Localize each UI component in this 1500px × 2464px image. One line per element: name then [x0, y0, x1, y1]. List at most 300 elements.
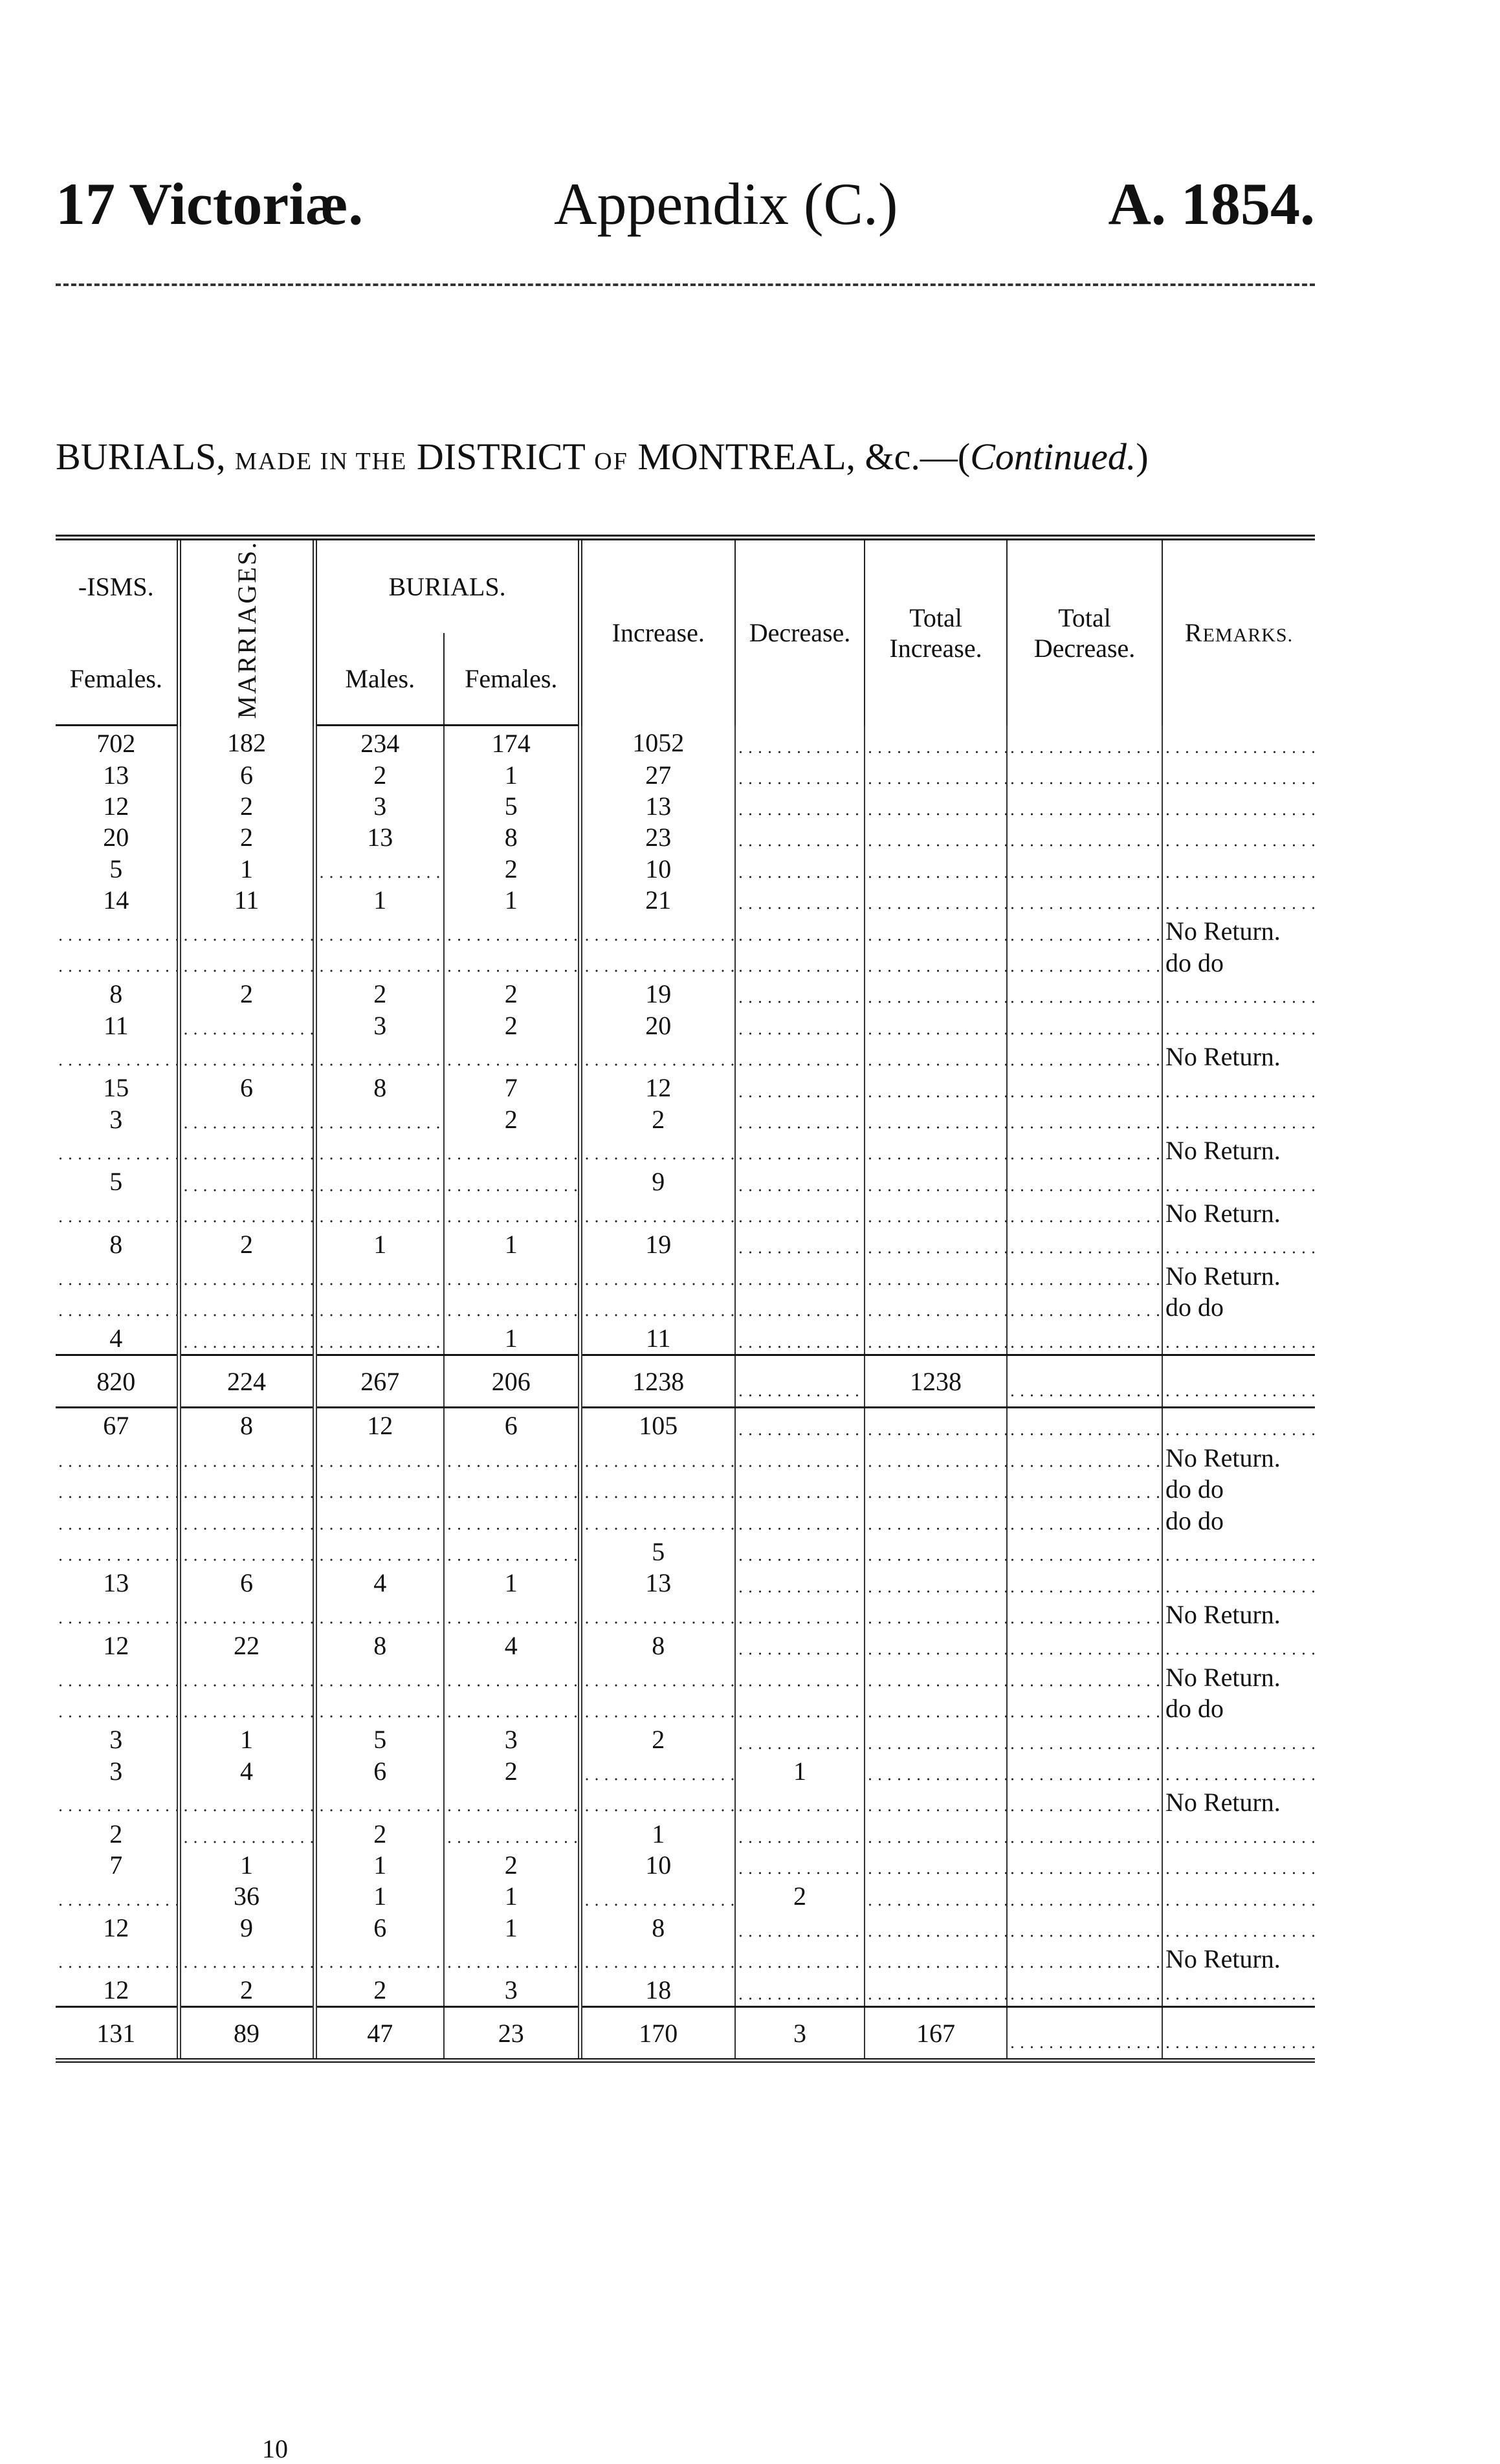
page-number: 10 — [262, 2434, 288, 2463]
table-cell: 2 — [444, 1010, 580, 1041]
table-cell: 1 — [314, 884, 444, 915]
table-cell — [1162, 1630, 1315, 1661]
table-cell: 3 — [735, 2007, 865, 2061]
table-cell — [580, 1755, 735, 1786]
table-cell: 22 — [179, 1630, 314, 1661]
table-cell — [179, 1260, 314, 1291]
table-cell: 9 — [179, 1912, 314, 1943]
header-decrease: Decrease. — [735, 538, 865, 726]
table-cell — [1007, 821, 1162, 852]
table-cell: 23 — [580, 821, 735, 852]
table-cell — [580, 1505, 735, 1536]
table-cell — [1162, 884, 1315, 915]
table-cell: 1 — [179, 1849, 314, 1880]
table-cell — [580, 1442, 735, 1473]
table-cell — [1162, 760, 1315, 790]
table-cell — [1007, 1010, 1162, 1041]
section-1 — [56, 726, 1315, 1408]
table-cell — [865, 947, 1007, 978]
table-cell — [1162, 978, 1315, 1009]
table-cell: 702 — [96, 728, 136, 758]
table-cell — [865, 1010, 1007, 1041]
table-cell — [314, 947, 444, 978]
header-burial-females: Females. — [444, 633, 580, 726]
table-cell: 174 — [444, 726, 580, 760]
table-cell — [444, 1536, 580, 1567]
table-cell — [1162, 2007, 1315, 2061]
table-cell — [735, 1442, 865, 1473]
table-cell — [735, 1818, 865, 1849]
table-cell — [1007, 884, 1162, 915]
table-cell — [56, 1442, 179, 1473]
table-cell: 13 — [103, 1568, 129, 1598]
table-row — [56, 1505, 1315, 1536]
header-increase: Increase. — [580, 538, 735, 726]
table-cell — [865, 1881, 1007, 1912]
total-decrease-line2: Decrease. — [1033, 633, 1136, 663]
total-increase-line1: Total — [909, 603, 962, 632]
table-cell — [179, 1010, 314, 1041]
table-cell — [314, 1474, 444, 1505]
table-cell: 2 — [444, 1104, 580, 1135]
table-cell — [179, 1135, 314, 1166]
marriages-label: MARRIAGES. — [232, 540, 261, 719]
table-cell — [865, 1104, 1007, 1135]
table-cell: No Return. — [1162, 1599, 1315, 1630]
table-cell — [735, 1724, 865, 1755]
table-row — [56, 1724, 1315, 1755]
table-cell — [865, 1041, 1007, 1072]
table-cell — [314, 1599, 444, 1630]
table-cell — [56, 1661, 179, 1693]
table-cell — [1007, 726, 1162, 760]
table-cell — [1007, 1912, 1162, 1943]
table-row — [56, 1536, 1315, 1567]
table-cell — [1007, 1568, 1162, 1599]
table-cell — [580, 947, 735, 978]
running-head — [56, 170, 1315, 241]
table-cell — [580, 1474, 735, 1505]
table-cell: 5 — [314, 1724, 444, 1755]
table-cell — [314, 1442, 444, 1473]
table-cell: 267 — [314, 1355, 444, 1408]
title-small-1: MADE IN THE — [235, 448, 408, 475]
table-cell: 224 — [179, 1355, 314, 1408]
table-row — [56, 1786, 1315, 1817]
table-cell: 2 — [314, 1818, 444, 1849]
header-females: Females. — [56, 633, 179, 726]
table-cell — [865, 1849, 1007, 1880]
table-cell: 182 — [179, 726, 314, 760]
table-row — [56, 1975, 1315, 2007]
table-cell — [179, 1599, 314, 1630]
table-cell — [865, 726, 1007, 760]
table-cell — [314, 1291, 444, 1322]
table-cell: No Return. — [1162, 1786, 1315, 1817]
table-cell: 6 — [444, 1408, 580, 1443]
table-cell — [865, 821, 1007, 852]
table-cell: 4 — [179, 1755, 314, 1786]
table-cell — [56, 1693, 179, 1724]
title-lead: BURIALS, — [56, 436, 236, 478]
table-cell: 2 — [179, 821, 314, 852]
table-cell: No Return. — [1162, 1661, 1315, 1693]
table-cell — [1007, 1849, 1162, 1880]
table-cell — [735, 1943, 865, 1974]
title-continued: Continued. — [970, 436, 1136, 478]
table-cell: 2 — [580, 1104, 735, 1135]
table-cell: 4 — [314, 1568, 444, 1599]
table-cell — [735, 1072, 865, 1104]
table-cell — [580, 1661, 735, 1693]
table-cell — [1162, 1755, 1315, 1786]
table-cell: 12 — [103, 1913, 129, 1942]
table-cell: 2 — [179, 790, 314, 821]
table-cell — [444, 1786, 580, 1817]
table-cell: 3 — [444, 1724, 580, 1755]
table-cell: 3 — [314, 1010, 444, 1041]
table-cell — [444, 1474, 580, 1505]
table-row — [56, 1197, 1315, 1228]
table-cell — [444, 1135, 580, 1166]
table-cell — [735, 1291, 865, 1322]
table-cell — [735, 853, 865, 884]
table-cell: 1 — [580, 1818, 735, 1849]
table-cell — [179, 1536, 314, 1567]
table-cell — [865, 853, 1007, 884]
table-cell — [314, 1041, 444, 1072]
table-cell — [444, 916, 580, 947]
table-cell — [580, 1881, 735, 1912]
table-cell — [735, 1229, 865, 1260]
table-cell — [56, 1041, 179, 1072]
table-cell: 8 — [314, 1072, 444, 1104]
table-cell — [179, 1041, 314, 1072]
table-row — [56, 1943, 1315, 1974]
table-cell: 1 — [444, 1912, 580, 1943]
table-row — [56, 1818, 1315, 1849]
table-cell: 2 — [444, 978, 580, 1009]
table-cell — [735, 1197, 865, 1228]
table-cell — [1007, 1166, 1162, 1197]
table-cell: No Return. — [1162, 916, 1315, 947]
table-cell: 2 — [179, 1229, 314, 1260]
table-cell — [1007, 1442, 1162, 1473]
burials-table — [56, 535, 1315, 2063]
table-cell — [865, 1408, 1007, 1443]
table-cell: 1052 — [580, 726, 735, 760]
table-cell — [314, 1536, 444, 1567]
table-cell — [1007, 1818, 1162, 1849]
table-cell — [735, 790, 865, 821]
table-cell — [865, 1536, 1007, 1567]
table-cell — [179, 1661, 314, 1693]
table-cell — [314, 853, 444, 884]
table-cell — [56, 1881, 179, 1912]
table-cell — [1007, 853, 1162, 884]
table-cell — [179, 1943, 314, 1974]
table-cell: 2 — [735, 1881, 865, 1912]
table-row — [56, 1072, 1315, 1104]
table-cell: 2 — [179, 978, 314, 1009]
table-cell: 2 — [580, 1724, 735, 1755]
remarks-initial: R — [1184, 618, 1203, 648]
table-cell — [735, 821, 865, 852]
table-cell: 19 — [580, 978, 735, 1009]
table-row — [56, 1693, 1315, 1724]
table-cell: 2 — [444, 1755, 580, 1786]
table-cell: 7 — [109, 1850, 123, 1880]
table-cell — [56, 1943, 179, 1974]
table-cell: No Return. — [1162, 1260, 1315, 1291]
table-cell — [865, 1755, 1007, 1786]
table-cell — [56, 1599, 179, 1630]
table-row — [56, 1041, 1315, 1072]
table-row — [56, 884, 1315, 915]
table-cell — [735, 1474, 865, 1505]
table-cell — [735, 1630, 865, 1661]
table-cell: 11 — [103, 1010, 129, 1040]
table-cell: 1 — [179, 853, 314, 884]
table-cell — [444, 1661, 580, 1693]
table-cell — [1007, 760, 1162, 790]
table-cell: 1 — [444, 1881, 580, 1912]
table-cell: 15 — [103, 1073, 129, 1103]
table-cell — [1162, 1323, 1315, 1355]
table-cell — [444, 1693, 580, 1724]
table-cell — [56, 947, 179, 978]
table-cell — [865, 884, 1007, 915]
table-cell: 6 — [314, 1912, 444, 1943]
header-isms: -ISMS. — [78, 572, 154, 601]
table-row — [56, 790, 1315, 821]
table-cell — [580, 1197, 735, 1228]
table-cell — [1162, 1355, 1315, 1408]
table-cell — [314, 1661, 444, 1693]
table-cell — [580, 1693, 735, 1724]
table-cell: 1 — [444, 884, 580, 915]
table-cell: 14 — [103, 885, 129, 915]
table-cell — [735, 1260, 865, 1291]
table-cell — [314, 1166, 444, 1197]
table-cell: 13 — [314, 821, 444, 852]
table-row — [56, 947, 1315, 978]
table-cell: do do — [1162, 1474, 1315, 1505]
table-cell — [444, 1442, 580, 1473]
table-cell: 5 — [580, 1536, 735, 1567]
table-row — [56, 1166, 1315, 1197]
table-cell: 67 — [103, 1410, 129, 1440]
table-cell — [1007, 1323, 1162, 1355]
table-cell: 6 — [179, 1568, 314, 1599]
table-cell — [1007, 790, 1162, 821]
table-cell — [1162, 1724, 1315, 1755]
table-cell — [1162, 1010, 1315, 1041]
table-cell — [735, 978, 865, 1009]
table-cell: 27 — [580, 760, 735, 790]
table-cell — [865, 790, 1007, 821]
table-cell — [1007, 1786, 1162, 1817]
table-cell: 170 — [580, 2007, 735, 2061]
table-cell: 1 — [444, 1568, 580, 1599]
table-cell — [1007, 916, 1162, 947]
table-cell — [735, 1849, 865, 1880]
table-cell — [1162, 1536, 1315, 1567]
table-row — [56, 760, 1315, 790]
table-cell — [179, 1474, 314, 1505]
table-cell: 3 — [109, 1104, 123, 1134]
table-cell — [580, 1041, 735, 1072]
table-cell — [444, 1291, 580, 1322]
table-row — [56, 726, 1315, 760]
table-cell: 13 — [580, 790, 735, 821]
table-cell: 1238 — [580, 1355, 735, 1408]
table-cell: 8 — [179, 1408, 314, 1443]
table-cell — [1007, 978, 1162, 1009]
table-cell — [1162, 1881, 1315, 1912]
table-cell — [865, 1724, 1007, 1755]
table-row — [56, 1568, 1315, 1599]
table-cell — [179, 1693, 314, 1724]
table-cell — [865, 1229, 1007, 1260]
table-cell: 1 — [444, 1323, 580, 1355]
table-cell: 2 — [314, 760, 444, 790]
table-cell — [179, 947, 314, 978]
table-cell — [1007, 1661, 1162, 1693]
table-cell: 167 — [865, 2007, 1007, 2061]
table-cell: No Return. — [1162, 1442, 1315, 1473]
table-cell: 8 — [314, 1630, 444, 1661]
title-close: ) — [1136, 436, 1149, 478]
table-cell: 12 — [103, 791, 129, 821]
header-total-increase — [865, 538, 1007, 726]
section-2 — [56, 1408, 1315, 2061]
table-row — [56, 1881, 1315, 1912]
header-burials: BURIALS. — [314, 538, 580, 633]
table-cell: 10 — [580, 853, 735, 884]
table-cell — [314, 1260, 444, 1291]
table-cell: 2 — [179, 1975, 314, 2007]
table-cell: 13 — [580, 1568, 735, 1599]
header-marriages — [179, 538, 314, 726]
table-cell — [865, 1912, 1007, 1943]
table-cell — [1007, 1505, 1162, 1536]
table-cell: No Return. — [1162, 1197, 1315, 1228]
table-cell — [865, 916, 1007, 947]
table-cell: 20 — [103, 823, 129, 852]
table-cell: 2 — [314, 978, 444, 1009]
table-cell — [1007, 1599, 1162, 1630]
table-cell — [179, 1818, 314, 1849]
table-cell: 13 — [103, 760, 129, 790]
table-cell: 6 — [314, 1755, 444, 1786]
table-cell — [179, 916, 314, 947]
table-cell: 20 — [580, 1010, 735, 1041]
table-cell — [314, 1943, 444, 1974]
table-cell — [179, 1197, 314, 1228]
table-cell — [865, 1291, 1007, 1322]
table-cell — [444, 1505, 580, 1536]
table-cell — [444, 1943, 580, 1974]
table-cell: 12 — [580, 1072, 735, 1104]
table-row — [56, 1661, 1315, 1693]
table-cell — [735, 1912, 865, 1943]
table-cell — [865, 1260, 1007, 1291]
session-label: 17 Victoriæ. — [56, 171, 364, 237]
table-cell: 5 — [444, 790, 580, 821]
table-cell — [865, 1505, 1007, 1536]
table-row — [56, 1010, 1315, 1041]
table-cell: 12 — [103, 1975, 129, 2005]
table-cell: 8 — [109, 979, 123, 1009]
table-row — [56, 1260, 1315, 1291]
table-cell — [314, 1135, 444, 1166]
table-row — [56, 1291, 1315, 1322]
table-row — [56, 1599, 1315, 1630]
table-cell — [865, 1568, 1007, 1599]
table-cell — [865, 1943, 1007, 1974]
table-cell — [1007, 1943, 1162, 1974]
table-cell — [1162, 790, 1315, 821]
table-cell — [1007, 1724, 1162, 1755]
table-cell — [1162, 1408, 1315, 1443]
table-cell — [1007, 1355, 1162, 1408]
table-cell: 1 — [314, 1881, 444, 1912]
table-cell — [735, 884, 865, 915]
table-cell: 21 — [580, 884, 735, 915]
table-cell: 3 — [314, 790, 444, 821]
table-cell: 1 — [314, 1849, 444, 1880]
table-cell — [735, 1536, 865, 1567]
table-cell: 3 — [109, 1725, 123, 1755]
table-cell — [1162, 1568, 1315, 1599]
table-row — [56, 821, 1315, 852]
table-cell — [56, 1474, 179, 1505]
table-cell — [1162, 1849, 1315, 1880]
table-cell — [1007, 1197, 1162, 1228]
table-cell — [56, 1197, 179, 1228]
total-decrease-line1: Total — [1058, 603, 1111, 632]
table-cell — [865, 1474, 1007, 1505]
title-small-2: OF — [594, 448, 628, 475]
table-cell — [735, 1693, 865, 1724]
table-cell — [444, 1166, 580, 1197]
table-cell — [179, 1442, 314, 1473]
table-cell — [444, 1260, 580, 1291]
table-cell: No Return. — [1162, 1135, 1315, 1166]
table-cell — [1162, 726, 1315, 760]
table-cell: 820 — [56, 1355, 179, 1408]
table-row — [56, 1323, 1315, 1355]
table-cell — [735, 1408, 865, 1443]
table-cell — [580, 1943, 735, 1974]
table-cell — [1007, 1260, 1162, 1291]
table-cell — [1007, 2007, 1162, 2061]
table-cell: 3 — [109, 1756, 123, 1786]
total-increase-line2: Increase. — [889, 633, 982, 663]
table-cell — [1007, 947, 1162, 978]
table-cell — [865, 1786, 1007, 1817]
table-cell — [580, 1599, 735, 1630]
table-row — [56, 1755, 1315, 1786]
table-cell: 8 — [580, 1912, 735, 1943]
table-cell — [865, 1072, 1007, 1104]
table-cell — [179, 1323, 314, 1355]
table-cell: 206 — [444, 1355, 580, 1408]
table-cell — [1007, 1135, 1162, 1166]
table-cell — [580, 1786, 735, 1817]
table-cell — [735, 1355, 865, 1408]
